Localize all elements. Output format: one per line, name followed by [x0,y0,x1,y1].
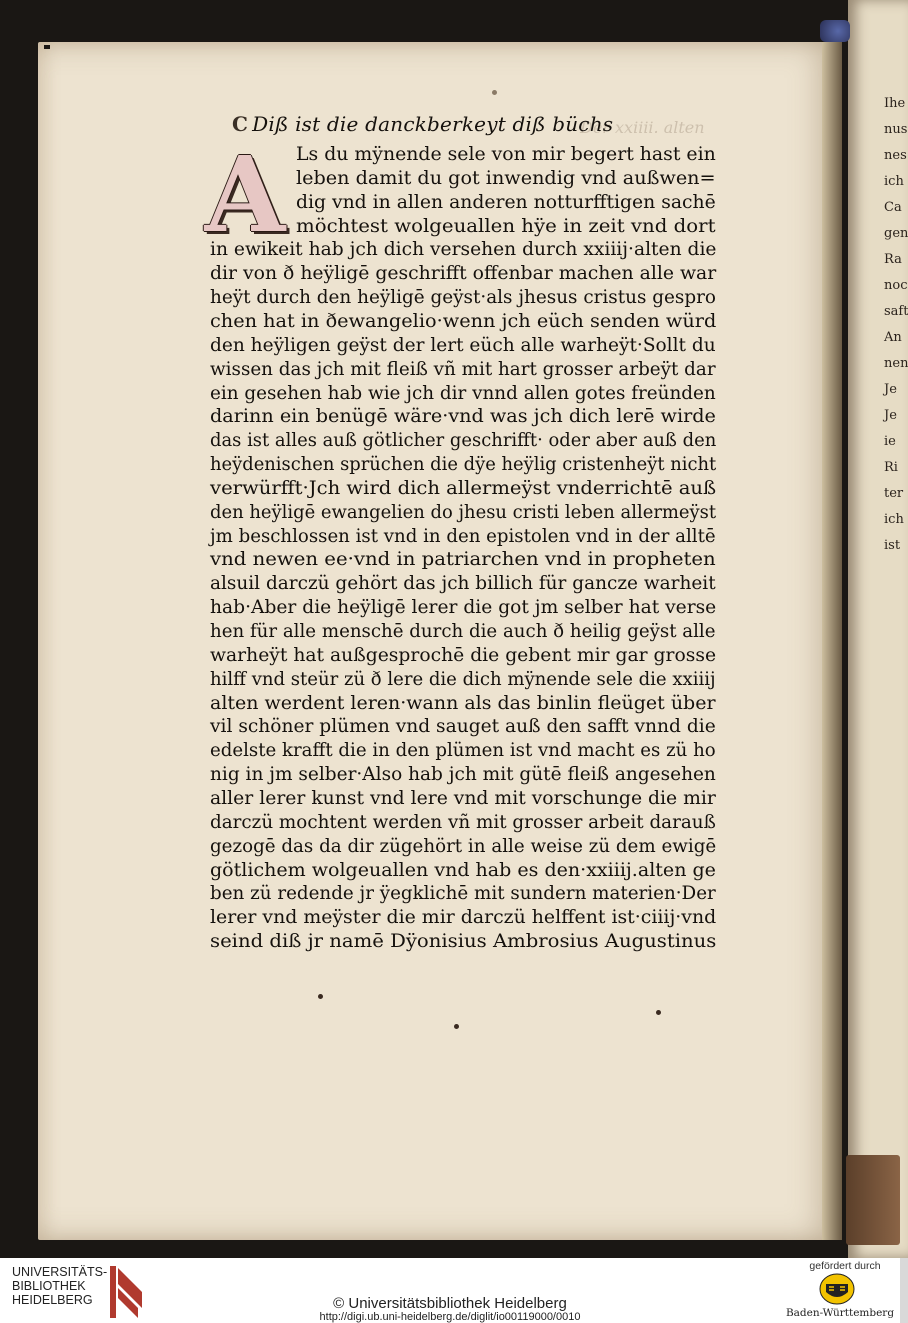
text-line: chen hat in ðewangelio·wenn jch eüch senden würd [210,310,717,332]
next-page-fragment: nes [884,148,907,163]
text-line: darinn ein benügē wäre·vnd was jch dich lerē wirde [210,406,716,428]
text-line: hilff vnd steür zü ð lere die dich mÿnende sele die xxiiij [210,668,716,690]
text-line: in ewikeit hab jch dich versehen durch xxiiij·alten die [210,239,717,261]
text-line: darczü mochtent werden vñ mit grosser arbeit darauß [210,811,716,833]
binding-strap [846,1155,900,1245]
next-page-fragment: nus [884,122,908,137]
source-link[interactable]: http://digi.ub.uni-heidelberg.de/diglit/io00119000/0010 [319,1311,581,1323]
next-page-fragment: ich [884,512,904,527]
ink-dot [656,1010,661,1015]
text-line: götlichem wolgeuallen vnd hab es den·xxiiij.alten ge [210,859,716,881]
next-page-fragment: Ihe [884,96,906,111]
text-line: heÿt durch den heÿligē geÿst·als jhesus cristus gespro [210,287,716,309]
next-page-fragment: saft [884,304,908,319]
clasp [820,20,850,42]
text-line: den heÿligē ewangelien do jhesu cristi leben allermeÿst [210,501,717,523]
text-line: lerer vnd meÿster die mir darczü helffent ist·ciiij·vnd [210,907,717,929]
institution-line: BIBLIOTHEK [12,1279,86,1293]
text-line: Ls du mÿnende sele von mir begert hast ein [296,144,716,165]
text-line: dir von ð heÿligē geschrifft offenbar machen alle war [210,263,717,285]
text-line: heÿdenischen sprüchen die dÿe heÿlig cristenheÿt nicht [210,454,717,476]
text-line: hen für alle menschē durch die auch ð heilig geÿst alle [210,621,716,642]
text-line: gezogē das da dir zügehört in alle weise zü dem ewigē [210,835,717,857]
text-line: das ist alles auß götlicher geschrifft· oder aber auß den [210,430,717,452]
ink-dot [318,994,323,999]
heading-text: Diß ist die danckberkeyt diß büchs [252,112,614,136]
next-page-fragment: gen [884,226,908,241]
next-page-fragment: Ri [884,460,898,475]
text-line: dig vnd in allen anderen notturfftigen sachē [296,191,716,213]
text-line: hab·Aber die heÿligē lerer die got jm selber hat verse [210,597,717,619]
funder-name: Baden-Württemberg [785,1307,895,1319]
corner-mark [44,45,50,49]
text-line: möchtest wolgeuallen hÿe in zeit vnd dort [296,215,716,237]
text-line: den heÿligen geÿst der lert eüch alle warheÿt·Sollt du [210,334,716,356]
text-line: alsuil darczü gehört das jch billich für gancze warheit [210,573,716,595]
show-through-heading: Der xxiiii. alten [580,118,705,137]
copyright-text: © Universitätsbibliothek Heidelberg [333,1295,567,1312]
ink-dot [492,90,497,95]
text-line: seind diß jr namē Dÿonisius Ambrosius Augustinus [210,931,717,953]
next-page-fragment: Je [884,382,897,397]
next-page-fragment: An [884,330,902,345]
next-page-fragment: ie [884,434,896,449]
institution-line: UNIVERSITÄTS- [12,1265,108,1279]
next-page-fragment: noc [884,278,908,293]
funded-by-label: gefördert durch [809,1260,881,1272]
page-heading [232,112,613,136]
next-page-fragment: Ra [884,252,902,267]
institution-line: HEIDELBERG [12,1293,93,1307]
next-page-fragment: Je [884,408,897,423]
text-line: wissen das jch mit fleiß vñ mit hart grosser arbeÿt dar [210,358,716,380]
page-gutter-shadow [822,42,842,1240]
text-line: edelste krafft die in den plümen ist vnd macht es zü ho [210,740,716,762]
text-line: verwürfft·Jch wird dich allermeÿst vnderrichtē auß [210,477,717,499]
text-line: ein gesehen hab wie jch dir vnnd allen gotes freünden [210,382,716,404]
text-line: leben damit du got inwendig vnd außwen= [296,167,716,189]
text-line: vil schöner plümen vnd sauget auß den safft vnnd die [210,716,716,738]
next-page-fragment: ich [884,174,904,189]
text-line: warheÿt hat außgesprochē die gebent mir gar grosse [210,644,717,666]
next-page-edge [848,0,908,1258]
text-line: jm beschlossen ist vnd in den epistolen vnd in der alltē [210,525,716,547]
ink-dot [454,1024,459,1029]
next-page-fragment: ist [884,538,901,553]
next-page-fragment: ter [884,486,904,501]
next-page-fragment: nen [884,356,908,371]
text-line: vnd newen ee·vnd in patriarchen vnd in propheten [210,549,716,571]
text-line: nig in jm selber·Also hab jch mit gütē fleiß angesehen [210,764,716,786]
text-line: aller lerer kunst vnd lere vnd mit vorschunge die mir [210,787,716,809]
next-page-fragment: Ca [884,200,902,215]
decorated-initial: A [204,133,286,256]
text-line: alten werdent leren·wann als das binlin fleüget über [210,692,716,714]
baden-wuerttemberg-crest-icon [818,1272,856,1306]
text-line: ben zü redende jr ÿegklichē mit sundern materien·Der [210,883,716,905]
paragraph-mark-icon: C [232,112,249,136]
